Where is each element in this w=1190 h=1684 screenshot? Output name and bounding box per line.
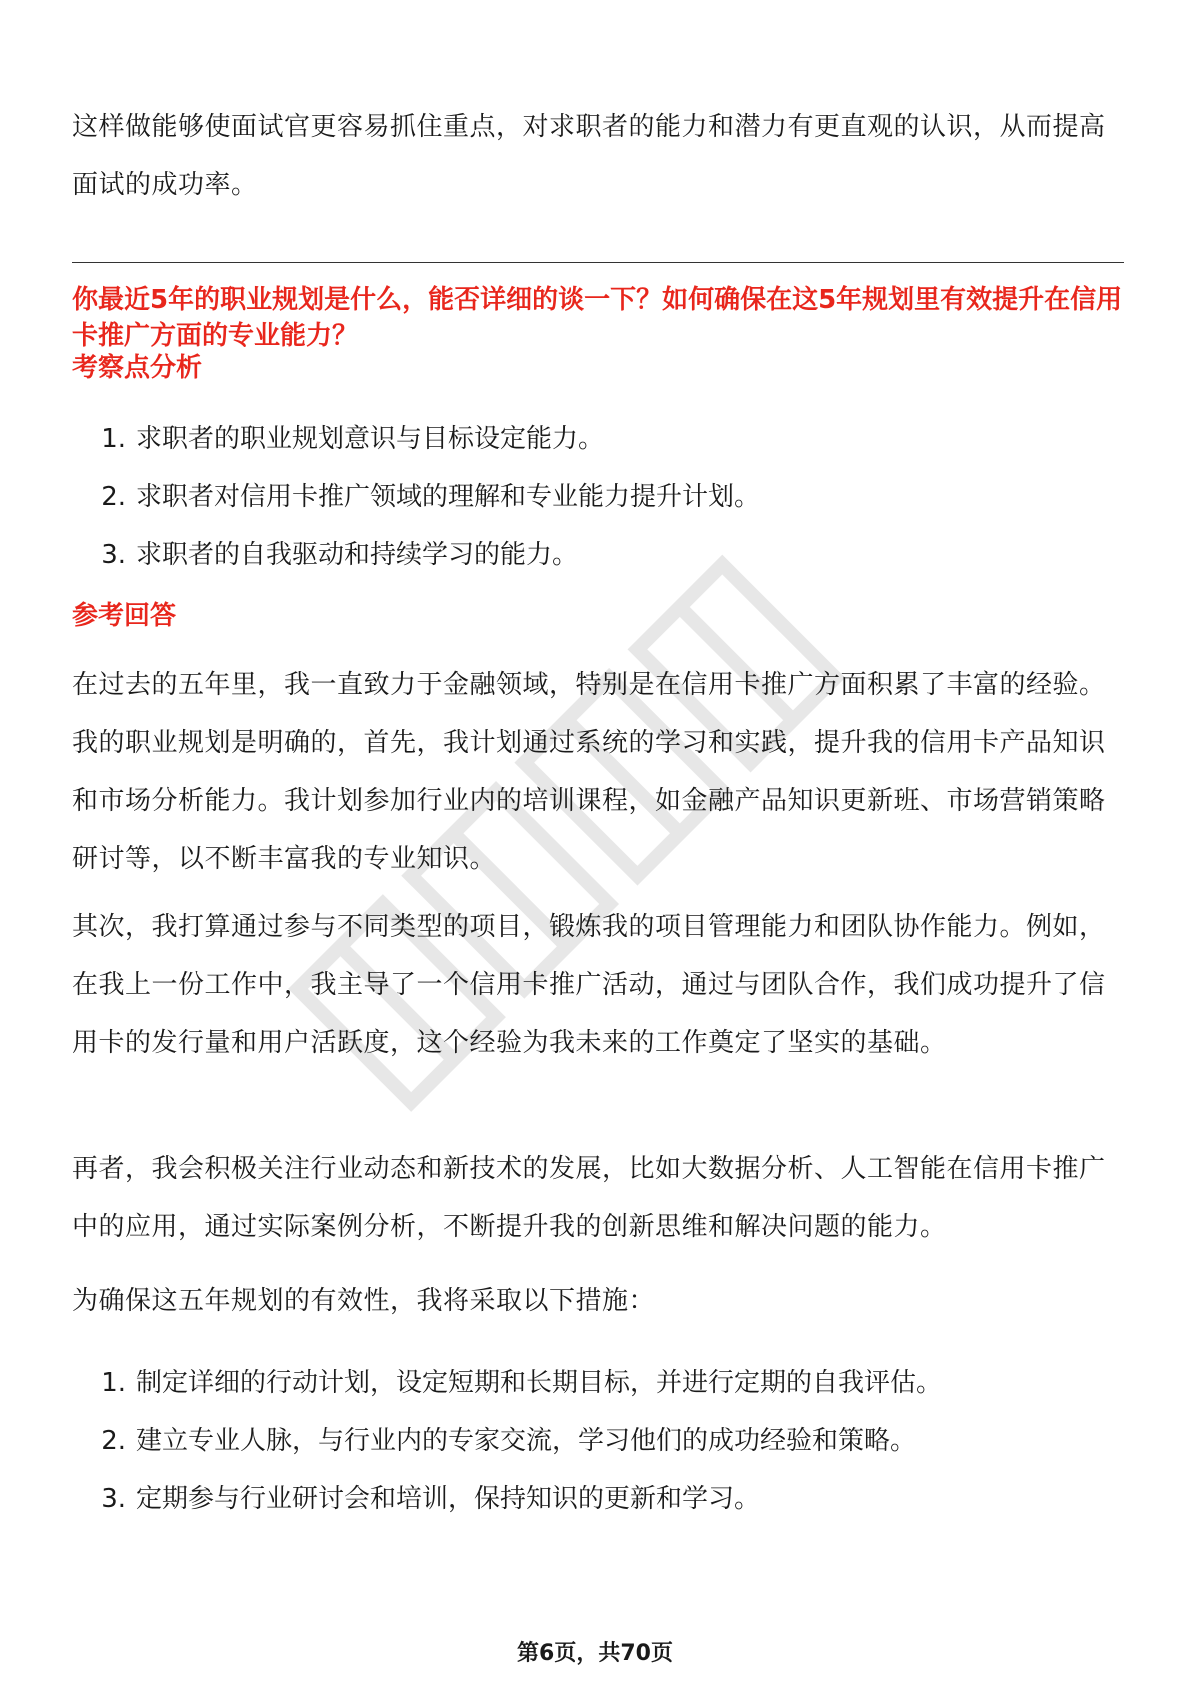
list-number: 2. (101, 1426, 126, 1456)
answer-paragraph-2: 其次，我打算通过参与不同类型的项目，锻炼我的项目管理能力和团队协作能力。例如，在我上一份工作中，我主导了一个信用卡推广活动，通过与团队合作，我们成功提升了信用卡的发行量和用户活跃度，这个经验为我未来的工作奠定了坚实的基础。 (72, 912, 1106, 1058)
list-text: 定期参与行业研讨会和培训，保持知识的更新和学习。 (136, 1484, 761, 1514)
list-item (72, 526, 1124, 584)
list-item (72, 468, 1124, 526)
list-number: 3. (101, 540, 126, 570)
analysis-list (72, 410, 1124, 584)
list-text: 建立专业人脉，与行业内的专家交流，学习他们的成功经验和策略。 (136, 1426, 917, 1456)
measures-list (72, 1354, 1124, 1528)
section-divider (72, 262, 1124, 263)
list-item (72, 1412, 1124, 1470)
answer-paragraph-3: 再者，我会积极关注行业动态和新技术的发展，比如大数据分析、人工智能在信用卡推广中的应用，通过实际案例分析，不断提升我的创新思维和解决问题的能力。 (72, 1154, 1106, 1242)
answer-paragraph-1: 在过去的五年里，我一直致力于金融领域，特别是在信用卡推广方面积累了丰富的经验。我的职业规划是明确的，首先，我计划通过系统的学习和实践，提升我的信用卡产品知识和市场分析能力。我计划参加行业内的培训课程，如金融产品知识更新班、市场营销策略研讨等，以不断丰富我的专业知识。 (72, 670, 1106, 874)
list-text: 制定详细的行动计划，设定短期和长期目标，并进行定期的自我评估。 (136, 1368, 943, 1398)
answer-paragraph-4: 为确保这五年规划的有效性，我将采取以下措施： (72, 1286, 656, 1316)
list-text: 求职者的自我驱动和持续学习的能力。 (136, 540, 579, 570)
list-text: 求职者对信用卡推广领域的理解和专业能力提升计划。 (136, 482, 761, 512)
list-number: 3. (101, 1484, 126, 1514)
list-number: 2. (101, 482, 126, 512)
list-item (72, 410, 1124, 468)
list-text: 求职者的职业规划意识与目标设定能力。 (136, 424, 605, 454)
page-footer: 第6页，共70页 (517, 1641, 673, 1666)
list-item (72, 1470, 1124, 1528)
list-number: 1. (101, 424, 126, 454)
intro-paragraph: 这样做能够使面试官更容易抓住重点，对求职者的能力和潜力有更直观的认识，从而提高面试的成功率。 (72, 112, 1106, 200)
list-number: 1. (101, 1368, 126, 1398)
answer-heading: 参考回答 (72, 601, 177, 631)
question-heading: 你最近5年的职业规划是什么，能否详细的谈一下？如何确保在这5年规划里有效提升在信用卡推广方面的专业能力？ (72, 285, 1123, 351)
list-item (72, 1354, 1124, 1412)
analysis-heading: 考察点分析 (72, 353, 203, 383)
